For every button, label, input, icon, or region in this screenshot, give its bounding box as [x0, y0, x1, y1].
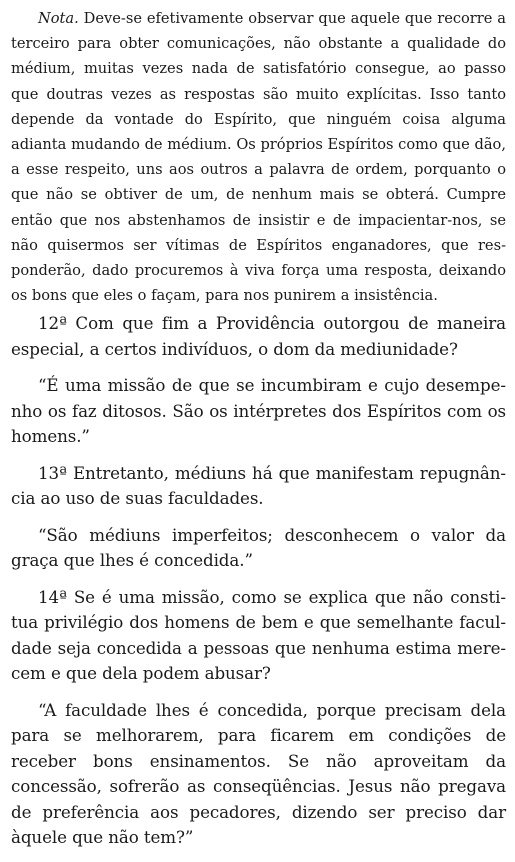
- question-12: 12ª Com que fim a Providência outorgou de maneira especial, a certos indivíduos, o dom da mediunidade?: [11, 313, 506, 359]
- note-label: Nota.: [38, 10, 79, 27]
- answer-14: “A faculdade lhes é concedida, porque precisam dela para se melhorarem, para ficarem em condições de receber bons ensinamentos. Se não aproveitam da concessão, sofrerão as conseqüências. Jesus não pregava de preferência aos pecadores, dizendo ser preciso dar àquele que não tem?”: [11, 699, 506, 848]
- answer-13: “São médiuns imperfeitos; desconhecem o valor da graça que lhes é concedida.”: [11, 524, 506, 571]
- document-page: [11, 6, 506, 862]
- question-13: 13ª Entretanto, médiuns há que manifestam repugnância ao uso de suas faculdades.: [11, 462, 506, 509]
- answer-12: “É uma missão de que se incumbiram e cujo desempenho os faz ditosos. São os intérpretes dos Espíritos com os homens.”: [11, 375, 506, 447]
- note-paragraph: [11, 6, 506, 308]
- question-14: 14ª Se é uma missão, como se explica que não constitua privilégio dos homens de bem e que semelhante faculdade seja concedida a pessoas que nenhuma estima merecem e que dela podem abusar?: [11, 586, 506, 684]
- note-text: Deve-se efetivamente observar que aquele que recorre a terceiro para obter comunicações, não obstante a qualidade do médium, muitas vezes nada de satisfatório consegue, ao passo que doutras vezes as respostas são muito explícitas. Isso tanto depende da vontade do Espírito, que ninguém coisa alguma adianta mudando de médium. Os próprios Espíritos como que dão, a esse respeito, uns aos outros a palavra de ordem, porquanto o que não se obtiver de um, de nenhum mais se obterá. Cumpre então que nos abstenhamos de insistir e de impacientar-nos, se não quisermos ser vítimas de Espíritos enganadores, que responderão, dado procuremos à viva força uma resposta, deixando os bons que eles o façam, para nos punirem a insistência.: [11, 10, 506, 305]
